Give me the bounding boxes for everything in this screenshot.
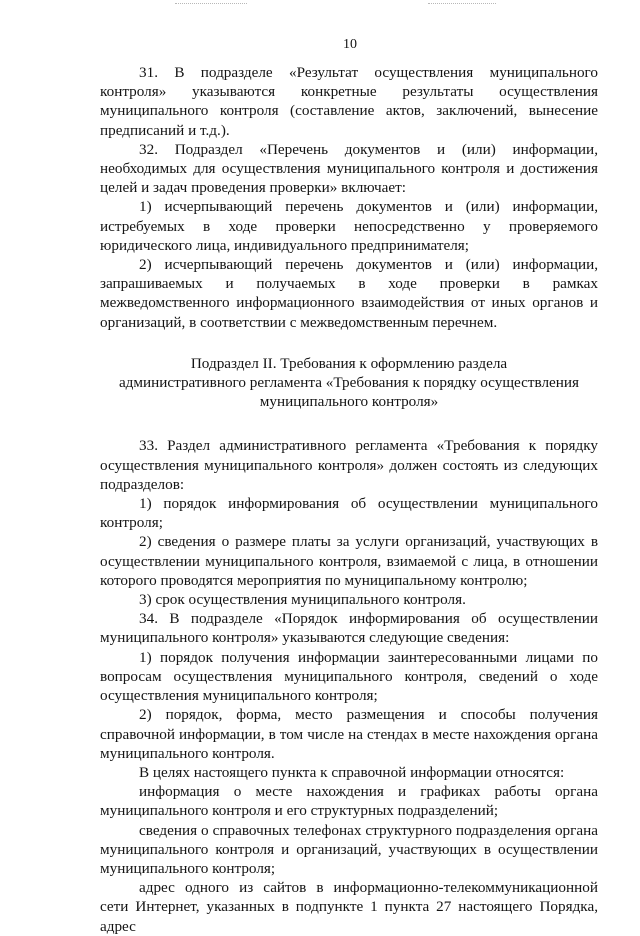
list-item: 2) порядок, форма, место размещения и способы получения справочной информации, в том числе на стендах в месте нахождения органа муниципального контроля.: [100, 706, 598, 762]
list-item: 2) исчерпывающий перечень документов и (или) информации, запрашиваемых и получаемых в ходе проверки в рамках межведомственного информационного взаимодействия от иных органов и организаций, в соответствии с межведомственным перечнем.: [100, 256, 598, 331]
paragraph-32: 32. Подраздел «Перечень документов и (или) информации, необходимых для осуществления муниципального контроля и достижения целей и задач проведения проверки» включает:: [100, 140, 598, 197]
paragraph: информация о месте нахождения и графиках работы органа муниципального контроля и его структурных подразделений;: [100, 783, 598, 820]
paragraph-31: 31. В подразделе «Результат осуществления муниципального контроля» указываются конкретные результаты осуществления муниципального контроля (составление актов, заключений, вынесение предписаний и т.д.).: [100, 64, 598, 139]
scan-artifact: [175, 3, 247, 5]
heading-line: муниципального контроля»: [259, 393, 439, 411]
list-item: 2) сведения о размере платы за услуги организаций, участвующих в осуществлении муниципального контроля, взимаемой с лица, в отношении которого проводятся мероприятия по муниципальному контролю;: [100, 533, 598, 589]
list-item: 1) исчерпывающий перечень документов и (или) информации, истребуемых в ходе проверки непосредственно у проверяемого юридического лица, индивидуального предпринимателя;: [100, 198, 598, 254]
paragraph-33: 33. Раздел административного регламента «Требования к порядку осуществления муниципального контроля» должен состоять из следующих подразделов:: [100, 437, 598, 493]
paragraph: В целях настоящего пункта к справочной информации относятся:: [139, 763, 565, 781]
document-body: [100, 63, 598, 936]
section-heading: [100, 354, 598, 412]
list-item: 1) порядок информирования об осуществлении муниципального контроля;: [100, 495, 598, 532]
page-number: 10: [343, 37, 357, 52]
heading-line: административного регламента «Требования к порядку осуществления: [118, 374, 580, 392]
paragraph: адрес одного из сайтов в информационно-телекоммуникационной сети Интернет, указанных в подпункте 1 пункта 27 настоящего Порядка, адрес: [100, 879, 598, 935]
list-item: 3) срок осуществления муниципального контроля.: [139, 591, 466, 609]
paragraph: сведения о справочных телефонах структурного подразделения органа муниципального контроля и организаций, участвующих в осуществлении муниципального контроля;: [100, 821, 598, 877]
scan-artifact: [428, 3, 496, 5]
list-item: 1) порядок получения информации заинтересованными лицами по вопросам осуществления муниципального контроля, сведений о ходе осуществления муниципального контроля;: [100, 648, 598, 705]
paragraph-34: 34. В подразделе «Порядок информирования об осуществлении муниципального контроля» указываются следующие сведения:: [100, 610, 598, 647]
heading-line: Подраздел II. Требования к оформлению раздела: [190, 354, 508, 372]
